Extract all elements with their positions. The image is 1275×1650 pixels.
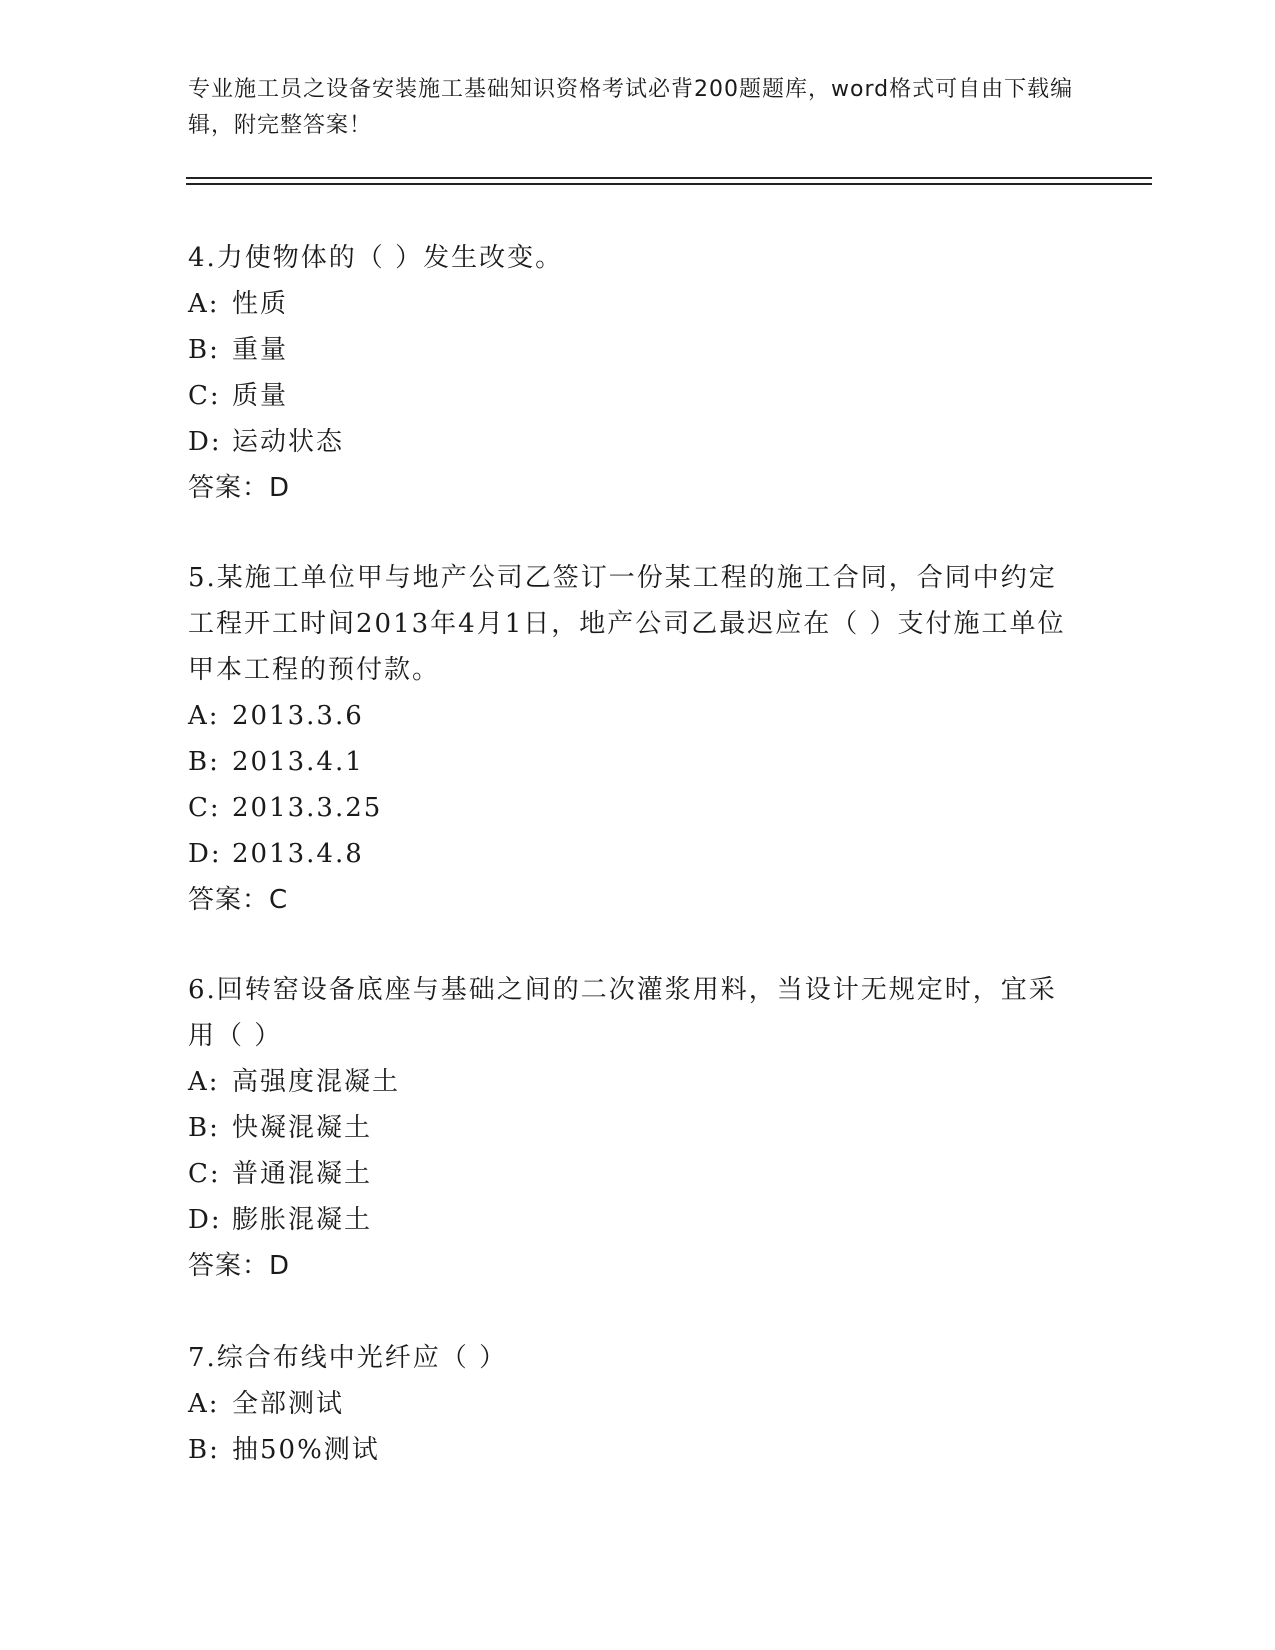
option-text: 运动状态: [232, 427, 345, 457]
option-d: [188, 1197, 1068, 1243]
option-letter: D:: [188, 839, 222, 869]
option-letter: C:: [188, 381, 221, 411]
option-letter: C:: [188, 793, 221, 823]
option-c: [188, 373, 1068, 419]
option-letter: A:: [188, 701, 220, 731]
option-text: 膨胀混凝土: [232, 1205, 373, 1235]
header-divider-top: [186, 177, 1152, 179]
option-text: 性质: [232, 289, 289, 319]
option-text: 快凝混凝土: [232, 1113, 373, 1143]
question-4: [188, 235, 1068, 511]
option-letter: A:: [188, 1389, 220, 1419]
option-text: 重量: [232, 335, 289, 365]
option-a: [188, 1381, 1068, 1427]
option-text: 抽50%测试: [232, 1435, 380, 1465]
option-c: [188, 785, 1068, 831]
option-text: 普通混凝土: [232, 1159, 373, 1189]
question-stem: 7.综合布线中光纤应（ ）: [188, 1343, 508, 1373]
option-text: 2013.3.6: [232, 701, 364, 731]
option-c: [188, 1151, 1068, 1197]
option-letter: D:: [188, 427, 222, 457]
option-b: [188, 327, 1068, 373]
option-letter: A:: [188, 289, 220, 319]
option-b: [188, 1427, 1068, 1473]
option-text: 2013.4.8: [232, 839, 364, 869]
option-letter: B:: [188, 335, 220, 365]
answer-line: 答案：C: [188, 885, 289, 915]
header-divider-bottom: [186, 183, 1152, 185]
option-b: [188, 739, 1068, 785]
option-letter: B:: [188, 1435, 220, 1465]
option-letter: B:: [188, 747, 220, 777]
answer-line: 答案：D: [188, 473, 291, 503]
option-text: 质量: [232, 381, 289, 411]
question-5: [188, 555, 1068, 923]
question-stem: 4.力使物体的（ ）发生改变。: [188, 243, 564, 273]
option-text: 2013.4.1: [232, 747, 364, 777]
question-stem: 6.回转窑设备底座与基础之间的二次灌浆用料，当设计无规定时，宜采用（ ）: [188, 975, 1057, 1051]
option-a: [188, 281, 1068, 327]
option-text: 高强度混凝土: [232, 1067, 401, 1097]
option-d: [188, 831, 1068, 877]
option-text: 全部测试: [232, 1389, 345, 1419]
question-7: [188, 1335, 1068, 1473]
answer-line: 答案：D: [188, 1251, 291, 1281]
option-a: [188, 1059, 1068, 1105]
option-d: [188, 419, 1068, 465]
option-letter: B:: [188, 1113, 220, 1143]
question-stem: 5.某施工单位甲与地产公司乙签订一份某工程的施工合同，合同中约定工程开工时间2013年4月1日，地产公司乙最迟应在（ ）支付施工单位甲本工程的预付款。: [188, 563, 1066, 685]
option-letter: C:: [188, 1159, 221, 1189]
option-b: [188, 1105, 1068, 1151]
option-letter: A:: [188, 1067, 220, 1097]
question-6: [188, 967, 1068, 1289]
option-text: 2013.3.25: [232, 793, 383, 823]
option-a: [188, 693, 1068, 739]
document-header: 专业施工员之设备安装施工基础知识资格考试必背200题题库，word格式可自由下载编辑，附完整答案！: [188, 77, 1074, 138]
option-letter: D:: [188, 1205, 222, 1235]
